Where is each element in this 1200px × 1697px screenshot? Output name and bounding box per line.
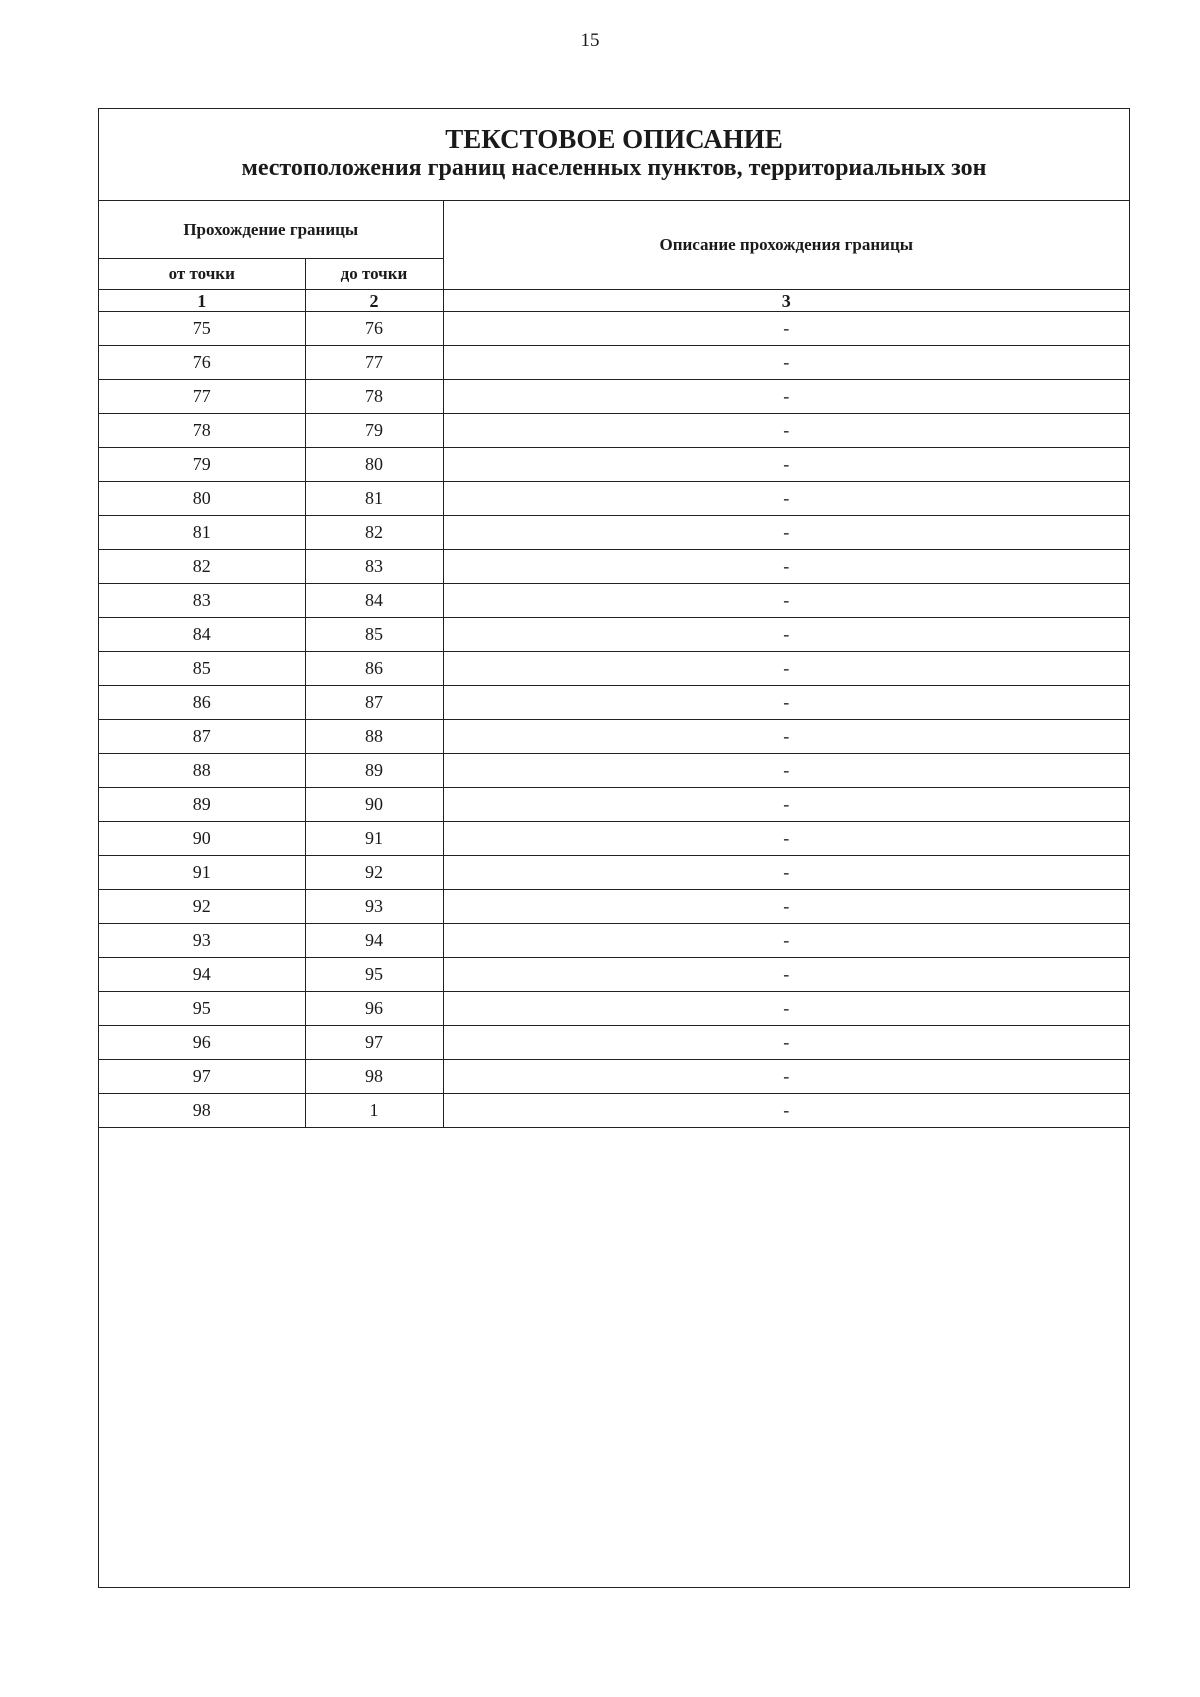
description-cell: - [443,992,1129,1026]
boundary-passage-header: Прохождение границы [99,201,443,259]
table-row [99,720,1129,754]
from-point-cell: 78 [99,414,305,448]
title-block [99,109,1129,201]
from-point-cell: 84 [99,618,305,652]
from-point-cell: 77 [99,380,305,414]
description-cell: - [443,856,1129,890]
boundary-table [99,201,1129,1128]
table-row [99,788,1129,822]
description-cell: - [443,720,1129,754]
to-point-cell: 98 [305,1060,443,1094]
from-point-cell: 85 [99,652,305,686]
from-point-cell: 88 [99,754,305,788]
from-point-cell: 97 [99,1060,305,1094]
to-point-cell: 77 [305,346,443,380]
to-point-cell: 82 [305,516,443,550]
table-row [99,856,1129,890]
description-cell: - [443,1026,1129,1060]
from-point-cell: 90 [99,822,305,856]
table-row [99,992,1129,1026]
table-row [99,346,1129,380]
table-row [99,754,1129,788]
to-point-cell: 81 [305,482,443,516]
table-row [99,1060,1129,1094]
description-cell: - [443,652,1129,686]
table-row [99,652,1129,686]
description-cell: - [443,550,1129,584]
to-point-cell: 95 [305,958,443,992]
column-number: 1 [99,290,305,312]
to-point-cell: 93 [305,890,443,924]
to-point-cell: 90 [305,788,443,822]
description-cell: - [443,618,1129,652]
to-point-cell: 88 [305,720,443,754]
description-cell: - [443,958,1129,992]
to-point-header: до точки [305,259,443,290]
description-cell: - [443,584,1129,618]
to-point-cell: 91 [305,822,443,856]
table-row [99,482,1129,516]
table-row [99,312,1129,346]
table-body [99,312,1129,1128]
from-point-cell: 86 [99,686,305,720]
from-point-cell: 81 [99,516,305,550]
description-cell: - [443,822,1129,856]
description-cell: - [443,448,1129,482]
column-number-row [99,290,1129,312]
from-point-cell: 83 [99,584,305,618]
from-point-cell: 91 [99,856,305,890]
description-cell: - [443,754,1129,788]
description-cell: - [443,380,1129,414]
description-cell: - [443,788,1129,822]
from-point-cell: 93 [99,924,305,958]
from-point-cell: 98 [99,1094,305,1128]
description-cell: - [443,482,1129,516]
to-point-cell: 85 [305,618,443,652]
description-cell: - [443,924,1129,958]
to-point-cell: 78 [305,380,443,414]
table-row [99,414,1129,448]
from-point-cell: 95 [99,992,305,1026]
table-row [99,924,1129,958]
to-point-cell: 1 [305,1094,443,1128]
from-point-cell: 76 [99,346,305,380]
document-subtitle: местоположения границ населенных пунктов, территориальных зон [241,155,987,181]
description-cell: - [443,686,1129,720]
table-row [99,890,1129,924]
description-cell: - [443,346,1129,380]
table-row [99,1094,1129,1128]
description-cell: - [443,1094,1129,1128]
description-cell: - [443,1060,1129,1094]
from-point-cell: 80 [99,482,305,516]
to-point-cell: 89 [305,754,443,788]
to-point-cell: 79 [305,414,443,448]
description-cell: - [443,312,1129,346]
from-point-cell: 89 [99,788,305,822]
from-point-cell: 75 [99,312,305,346]
description-cell: - [443,890,1129,924]
table-row [99,516,1129,550]
table-row [99,686,1129,720]
document-title: ТЕКСТОВОЕ ОПИСАНИЕ [445,124,783,154]
from-point-cell: 87 [99,720,305,754]
to-point-cell: 83 [305,550,443,584]
table-row [99,1026,1129,1060]
table-row [99,448,1129,482]
table-row [99,380,1129,414]
description-cell: - [443,516,1129,550]
to-point-cell: 87 [305,686,443,720]
to-point-cell: 76 [305,312,443,346]
from-point-header: от точки [99,259,305,290]
from-point-cell: 94 [99,958,305,992]
column-number: 3 [443,290,1129,312]
from-point-cell: 96 [99,1026,305,1060]
table-row [99,958,1129,992]
from-point-cell: 82 [99,550,305,584]
to-point-cell: 92 [305,856,443,890]
description-cell: - [443,414,1129,448]
to-point-cell: 94 [305,924,443,958]
document-frame [98,108,1130,1588]
to-point-cell: 84 [305,584,443,618]
table-row [99,550,1129,584]
to-point-cell: 80 [305,448,443,482]
to-point-cell: 86 [305,652,443,686]
column-number: 2 [305,290,443,312]
to-point-cell: 97 [305,1026,443,1060]
description-header: Описание прохождения границы [443,201,1129,290]
from-point-cell: 79 [99,448,305,482]
page-number: 15 [580,30,600,51]
table-row [99,822,1129,856]
table-row [99,618,1129,652]
from-point-cell: 92 [99,890,305,924]
table-row [99,584,1129,618]
to-point-cell: 96 [305,992,443,1026]
